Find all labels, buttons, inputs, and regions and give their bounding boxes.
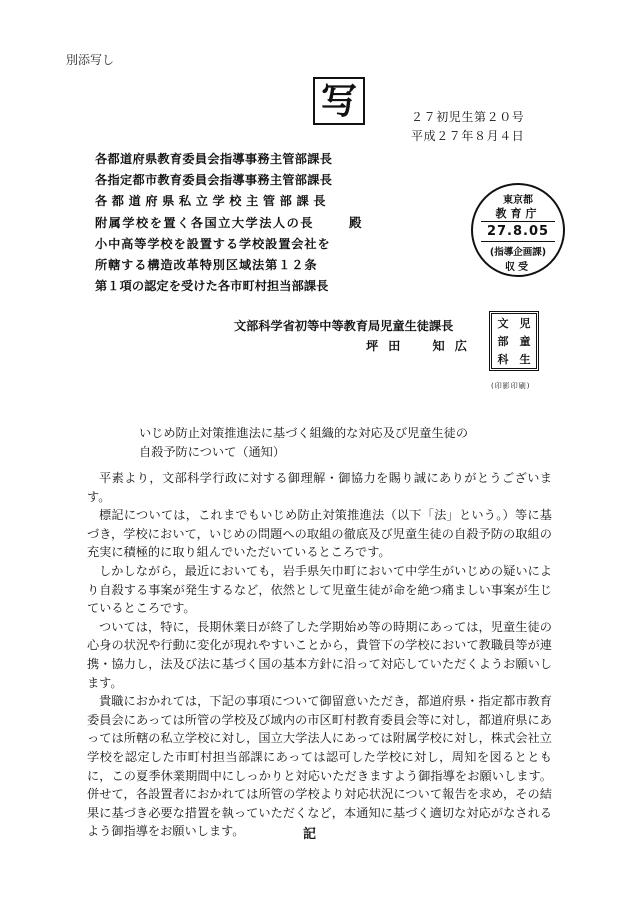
receipt-stamp — [471, 183, 565, 277]
seal-char: 科 — [497, 352, 509, 366]
official-seal — [489, 311, 539, 371]
body-text — [87, 469, 552, 841]
body-paragraph: 貴職におかれては，下記の事項について御留意いただき，都道府県・指定都市教育委員会にあっては所管の学校及び域内の市区町村教育委員会等に対し，都道府県にあっては所轄の私立学校に対し，国立大学法人にあっては附属学校に対し，株式会社立学校を認定した市町村担当部課にあっては認可した学校に対し，周知を図るとともに，この夏季休業期間中にしっかりと対応いただきますよう御指導をお願いします。併せて，各設置者におかれては所管の学校より対応状況について報告を求め，その結果に基づき必要な措置を執っていただくなど，本通知に基づく適切な対応がなされるよう御指導をお願いします。 — [87, 694, 552, 839]
subject-line: 自殺予防について（通知） — [139, 445, 286, 459]
recipient-line: 各都道府県教育委員会指導事務主管部課長 — [95, 152, 333, 166]
receipt-stamp-line1: 東京都 — [503, 195, 533, 206]
attachment-note: 別添写し — [66, 53, 115, 67]
body-paragraph: 平素より，文部科学行政に対する御理解・御協力を賜り誠にありがとうございます。 — [87, 471, 552, 504]
recipient-list — [95, 149, 332, 297]
seal-char: 部 — [497, 334, 509, 348]
copy-stamp — [313, 77, 365, 125]
document-number-block — [411, 108, 524, 146]
recipient-line: 各指定都市教育委員会指導事務主管部課長 — [95, 173, 333, 188]
body-paragraph: ついては，特に，長期休業日が終了した学期始め等の時期にあっては，児童生徒の心身の状況や行動に変化が現れやすいことから，貴管下の学校において教職員等が連携・協力し，法及び法に基づく国の基本方針に沿って対応していただくようお願いします。 — [87, 619, 552, 690]
recipient-line: 各都道府県私立学校主管部課長 — [95, 194, 331, 209]
receipt-stamp-dept: (指導企画課) — [489, 247, 547, 258]
receipt-stamp-rule — [481, 241, 555, 242]
sender-org: 文部科学省初等中等教育局児童生徒課長 — [234, 319, 454, 333]
seal-char: 児 — [519, 316, 531, 330]
body-paragraph: 標記については，これまでもいじめ防止対策推進法（以下「法」という。）等に基づき，学校において，いじめの問題への取組の徹底及び児童生徒の自殺予防の取組の充実に積極的に取り組んでいただいているところです。 — [87, 508, 552, 560]
copy-mark-text: 写 — [320, 80, 357, 122]
recipient-line: 第１項の認定を受けた各市町村担当部課長 — [95, 279, 329, 294]
recipient-line: 附属学校を置く各国立大学法人の長 — [95, 215, 314, 230]
receipt-stamp-status: 収受 — [505, 262, 531, 273]
seal-char: 文 — [497, 316, 509, 330]
receipt-stamp-rule — [481, 221, 555, 222]
seal-char: 生 — [519, 352, 531, 366]
body-paragraph: しかしながら，最近においても，岩手県矢巾町において中学生がいじめの疑いにより自殺する事案が発生するなど，依然として児童生徒が命を絶つ痛ましい事案が生じているところです。 — [87, 563, 552, 616]
sender-name: 坪田 知広 — [366, 339, 477, 353]
subject-block — [139, 424, 468, 462]
recipient-line: 所轄する構造改革特別区域法第１２条 — [95, 258, 318, 273]
seal-char: 童 — [519, 334, 531, 348]
ki-heading: 記 — [303, 827, 317, 842]
recipient-line: 小中高等学校を設置する学校設置会社を — [95, 236, 331, 251]
document-date: 平成２７年８月４日 — [411, 129, 525, 143]
receipt-stamp-date: 27.8.05 — [486, 224, 550, 239]
honorific: 殿 — [349, 215, 362, 230]
subject-line: いじめ防止対策推進法に基づく組織的な対応及び児童生徒の — [139, 426, 469, 440]
sender-block — [234, 316, 477, 356]
document-number: ２７初児生第２０号 — [411, 110, 525, 124]
receipt-stamp-line2: 教育庁 — [495, 207, 541, 220]
seal-note: (印影印刷) — [491, 382, 531, 390]
